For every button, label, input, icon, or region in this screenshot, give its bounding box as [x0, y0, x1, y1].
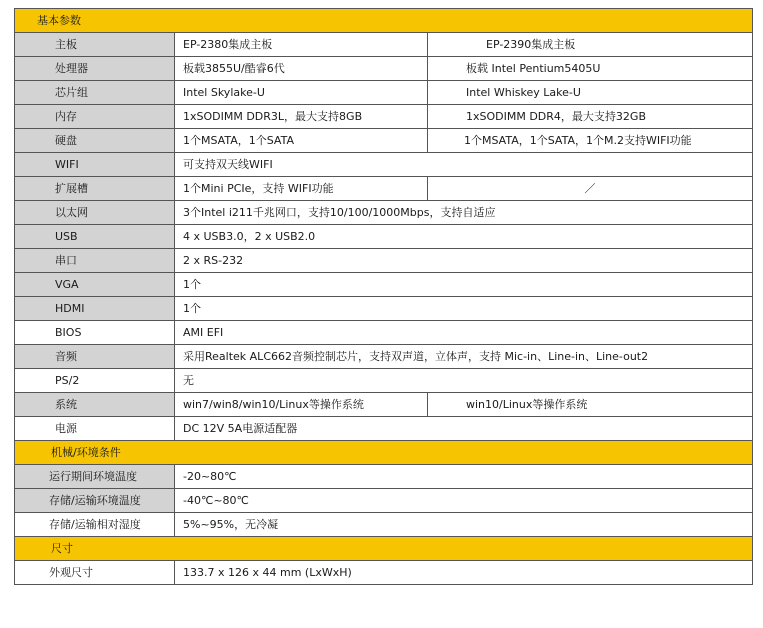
- spec-value: 1个: [175, 297, 753, 321]
- spec-row-storage: [15, 129, 753, 153]
- spec-row-expansion: [15, 177, 753, 201]
- spec-key: 扩展槽: [15, 177, 175, 201]
- spec-value-ep2380: 1个Mini PCIe，支持 WIFI功能: [175, 177, 428, 201]
- section-title: 尺寸: [15, 537, 753, 561]
- spec-row-audio: [15, 345, 753, 369]
- spec-key: PS/2: [15, 369, 175, 393]
- spec-row-power: [15, 417, 753, 441]
- spec-value-ep2390: win10/Linux等操作系统: [428, 393, 753, 417]
- spec-row-bios: [15, 321, 753, 345]
- spec-value: 2 x RS-232: [175, 249, 753, 273]
- spec-value-ep2380: 1个MSATA，1个SATA: [175, 129, 428, 153]
- spec-key: VGA: [15, 273, 175, 297]
- spec-row-ethernet: [15, 201, 753, 225]
- spec-key: 电源: [15, 417, 175, 441]
- spec-value: 1个: [175, 273, 753, 297]
- spec-key: 系统: [15, 393, 175, 417]
- spec-row-os: [15, 393, 753, 417]
- spec-value: AMI EFI: [175, 321, 753, 345]
- spec-value-ep2390: EP-2390集成主板: [428, 33, 753, 57]
- spec-value: 5%~95%，无冷凝: [175, 513, 753, 537]
- spec-key: WIFI: [15, 153, 175, 177]
- spec-value: 可支持双天线WIFI: [175, 153, 753, 177]
- spec-key: 芯片组: [15, 81, 175, 105]
- spec-value-ep2390: 1个MSATA，1个SATA，1个M.2支持WIFI功能: [428, 129, 753, 153]
- spec-row-hdmi: [15, 297, 753, 321]
- spec-value-ep2390: 板载 Intel Pentium5405U: [428, 57, 753, 81]
- spec-key: 外观尺寸: [15, 561, 175, 585]
- spec-row-cpu: [15, 57, 753, 81]
- spec-key: 音频: [15, 345, 175, 369]
- spec-row-humidity: [15, 513, 753, 537]
- spec-value: -40℃~80℃: [175, 489, 753, 513]
- spec-key: HDMI: [15, 297, 175, 321]
- spec-row-chipset: [15, 81, 753, 105]
- spec-value: 4 x USB3.0，2 x USB2.0: [175, 225, 753, 249]
- spec-key: USB: [15, 225, 175, 249]
- spec-value: -20~80℃: [175, 465, 753, 489]
- spec-key: 主板: [15, 33, 175, 57]
- spec-key: 运行期间环境温度: [15, 465, 175, 489]
- spec-row-wifi: [15, 153, 753, 177]
- section-header-basic: [15, 9, 753, 33]
- spec-key: 内存: [15, 105, 175, 129]
- spec-value: 无: [175, 369, 753, 393]
- section-title: 基本参数: [15, 9, 753, 33]
- spec-row-ps2: [15, 369, 753, 393]
- spec-key: 以太网: [15, 201, 175, 225]
- spec-value-ep2380: 1xSODIMM DDR3L，最大支持8GB: [175, 105, 428, 129]
- spec-value-ep2390: 1xSODIMM DDR4，最大支持32GB: [428, 105, 753, 129]
- spec-key: 硬盘: [15, 129, 175, 153]
- spec-row-vga: [15, 273, 753, 297]
- spec-value-ep2390: ／: [428, 177, 753, 201]
- spec-row-op-temp: [15, 465, 753, 489]
- spec-value-ep2390: Intel Whiskey Lake-U: [428, 81, 753, 105]
- spec-value: 133.7 x 126 x 44 mm (LxWxH): [175, 561, 753, 585]
- spec-table: [14, 8, 753, 585]
- spec-row-memory: [15, 105, 753, 129]
- section-header-size: [15, 537, 753, 561]
- spec-key: 存储/运输环境温度: [15, 489, 175, 513]
- spec-value: 采用Realtek ALC662音频控制芯片，支持双声道，立体声，支持 Mic-in、Line-in、Line-out2: [175, 345, 753, 369]
- spec-key: 串口: [15, 249, 175, 273]
- section-title: 机械/环境条件: [15, 441, 753, 465]
- spec-value-ep2380: 板载3855U/酷睿6代: [175, 57, 428, 81]
- spec-key: 处理器: [15, 57, 175, 81]
- spec-key: 存储/运输相对湿度: [15, 513, 175, 537]
- spec-row-mainboard: [15, 33, 753, 57]
- spec-value-ep2380: win7/win8/win10/Linux等操作系统: [175, 393, 428, 417]
- spec-row-dimensions: [15, 561, 753, 585]
- spec-value: DC 12V 5A电源适配器: [175, 417, 753, 441]
- spec-value-ep2380: Intel Skylake-U: [175, 81, 428, 105]
- spec-row-usb: [15, 225, 753, 249]
- spec-value: 3个Intel i211千兆网口，支持10/100/1000Mbps，支持自适应: [175, 201, 753, 225]
- spec-row-serial: [15, 249, 753, 273]
- spec-row-storage-temp: [15, 489, 753, 513]
- spec-value-ep2380: EP-2380集成主板: [175, 33, 428, 57]
- section-header-env: [15, 441, 753, 465]
- spec-key: BIOS: [15, 321, 175, 345]
